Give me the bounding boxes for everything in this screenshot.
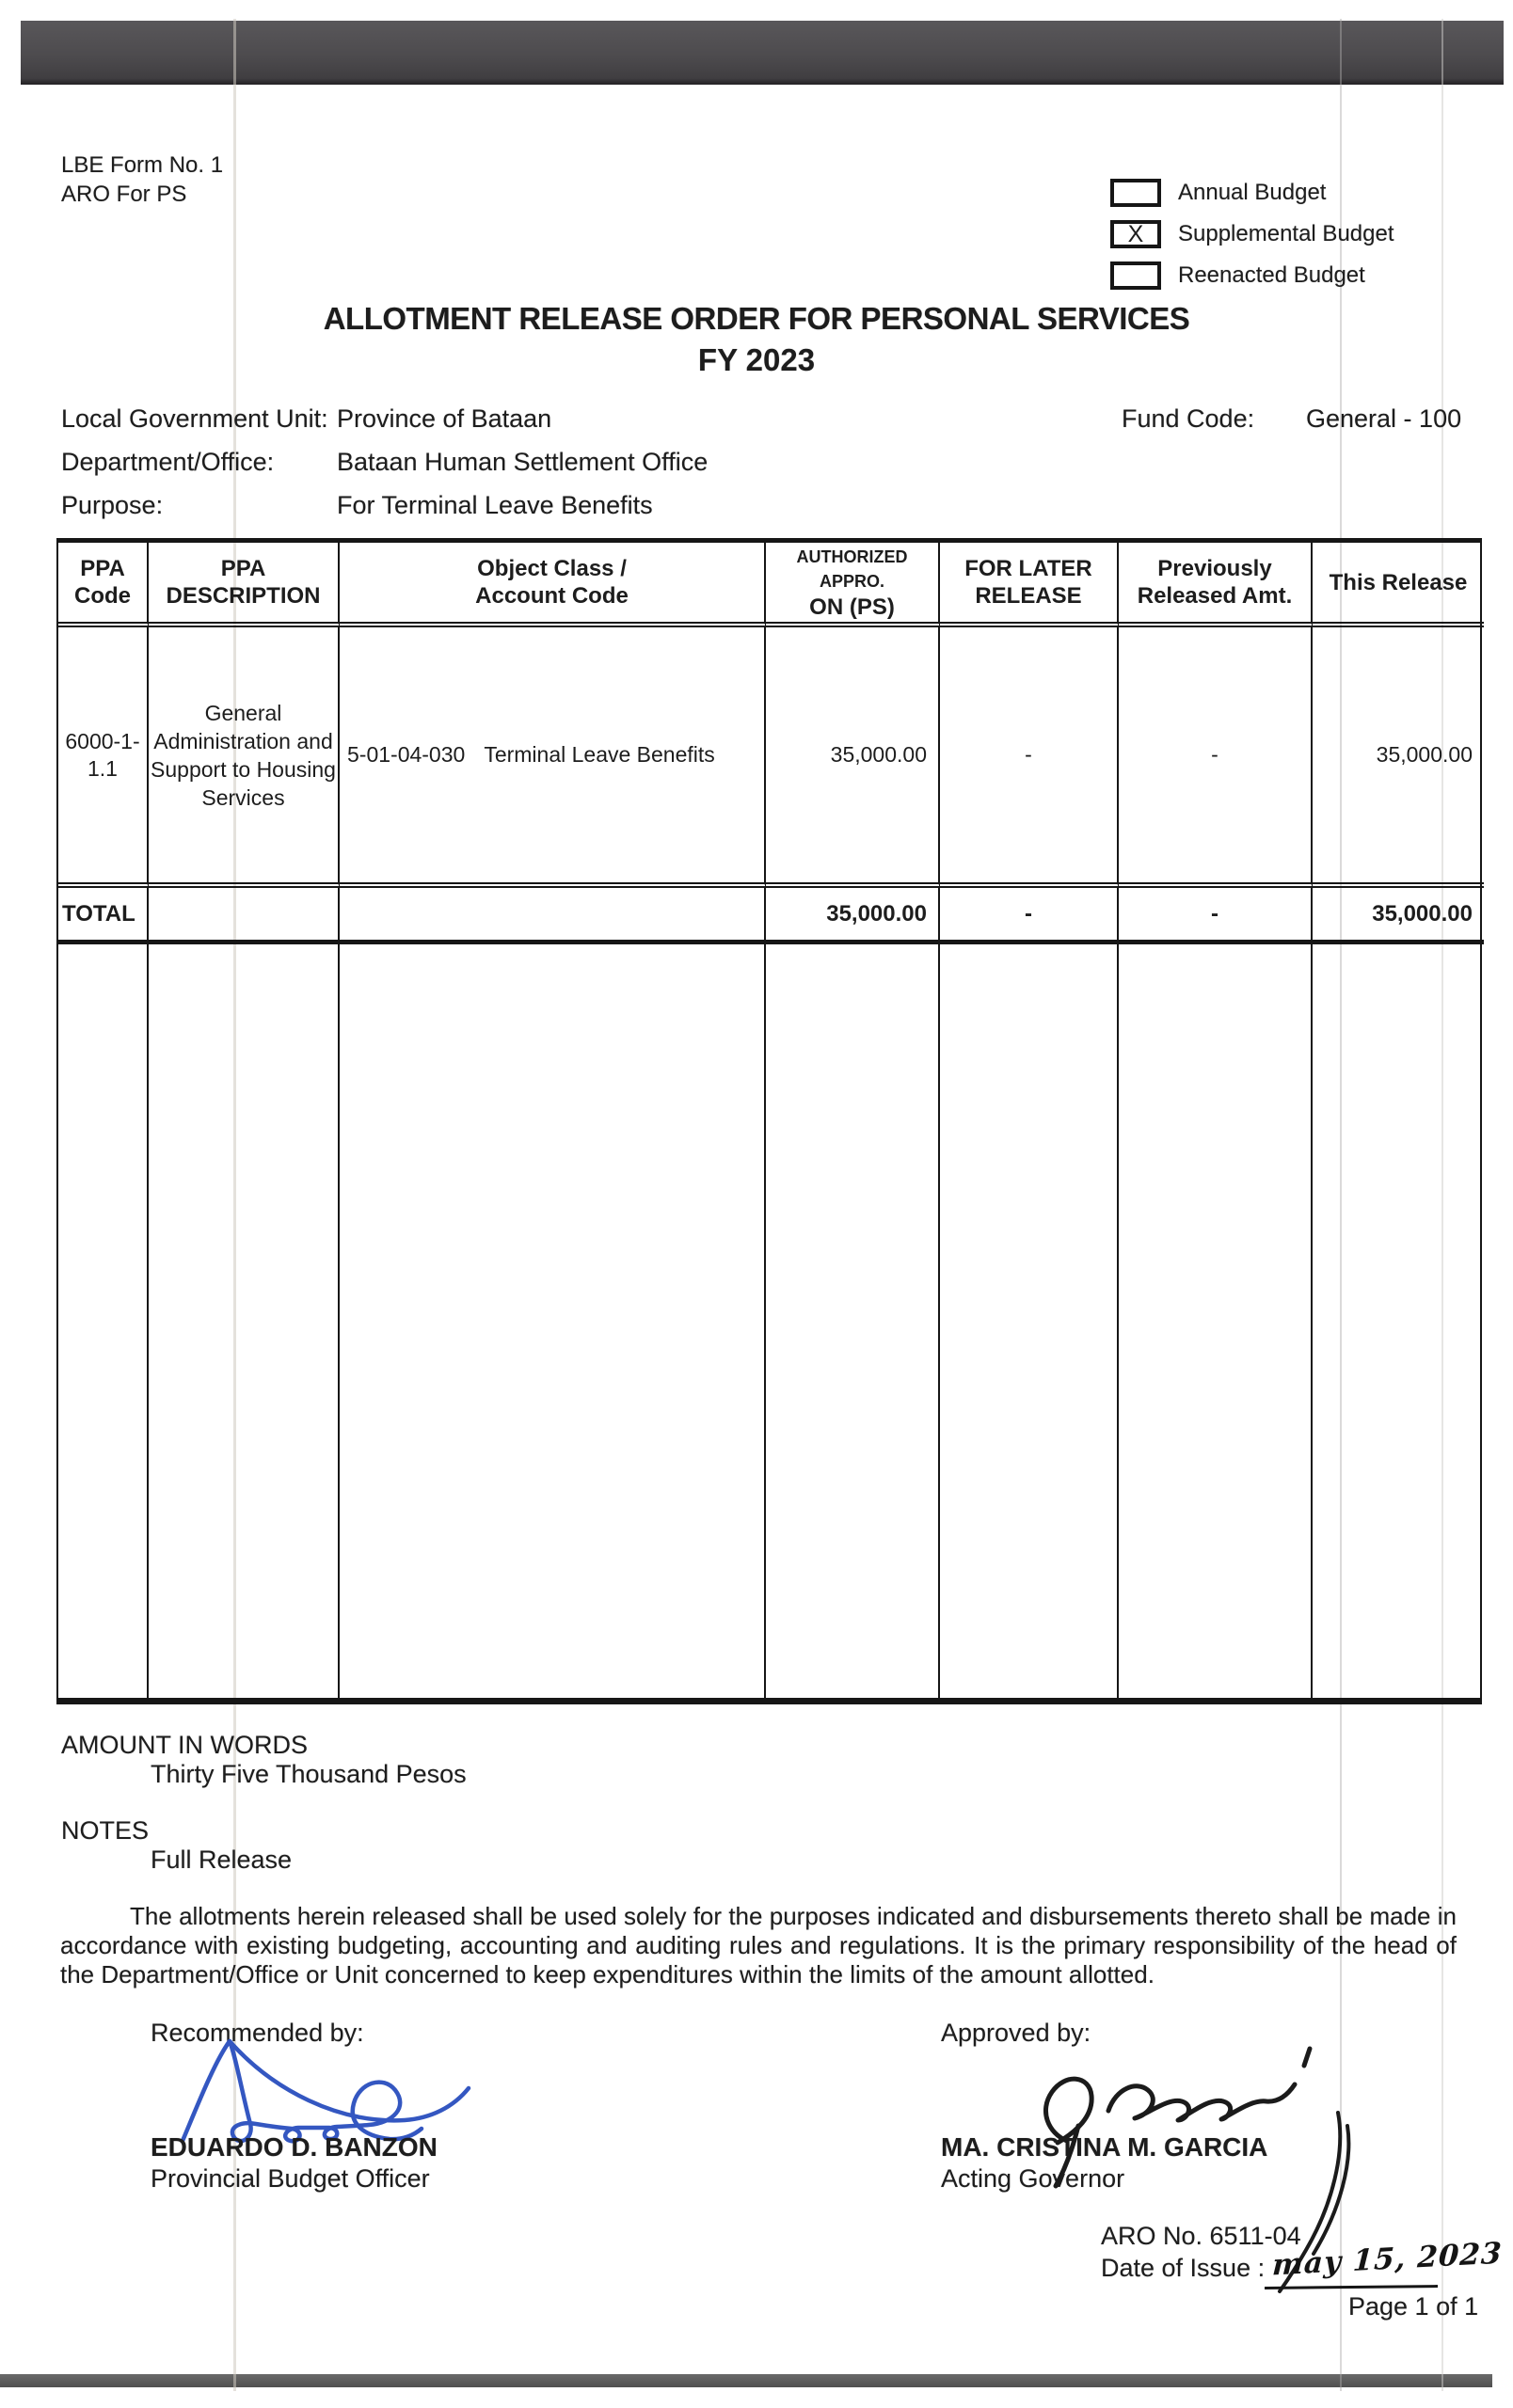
checkbox-row-reenacted <box>1110 261 1365 291</box>
purpose-label: Purpose: <box>61 491 164 519</box>
checkbox-x-mark: X <box>1127 220 1144 247</box>
lgu-label: Local Government Unit: <box>61 404 328 433</box>
checkbox-supplemental-budget <box>1110 220 1161 248</box>
department-label: Department/Office: <box>61 448 275 476</box>
amount-in-words-value: Thirty Five Thousand Pesos <box>151 1760 467 1788</box>
checkbox-annual-budget <box>1110 179 1161 207</box>
total-this-release: 35,000.00 <box>1313 888 1484 944</box>
department-value: Bataan Human Settlement Office <box>337 448 709 476</box>
scan-top-edge <box>21 21 1504 85</box>
total-label: TOTAL <box>58 888 149 944</box>
date-of-issue-handwritten: may 15, 2023 <box>1271 2236 1504 2283</box>
approved-by-label: Approved by: <box>941 2019 1091 2047</box>
col-header-previously-released: Previously Released Amt. <box>1119 543 1313 627</box>
approver-title: Acting Governor <box>941 2164 1125 2193</box>
purpose-value: For Terminal Leave Benefits <box>337 491 653 519</box>
approver-name: MA. CRISTINA M. GARCIA <box>941 2132 1268 2162</box>
amount-in-words-label: AMOUNT IN WORDS <box>61 1731 308 1759</box>
cell-for-later-release: - <box>940 627 1119 888</box>
cell-ppa-description: General Administration and Support to Housing Services <box>149 627 340 888</box>
object-class-name: Terminal Leave Benefits <box>484 742 715 767</box>
lgu-value: Province of Bataan <box>337 404 552 433</box>
notes-value: Full Release <box>151 1846 293 1874</box>
checkbox-row-supplemental <box>1110 219 1394 249</box>
total-authorized-appro: 35,000.00 <box>766 888 940 944</box>
fiscal-year: FY 2023 <box>697 342 816 377</box>
banzon-signature <box>169 2030 480 2147</box>
form-type: ARO For PS <box>61 182 187 207</box>
col-header-this-release: This Release <box>1313 543 1484 627</box>
cell-object-class <box>340 627 766 888</box>
checkbox-row-annual <box>1110 178 1326 208</box>
notes-label: NOTES <box>61 1816 150 1845</box>
document-title: ALLOTMENT RELEASE ORDER FOR PERSONAL SERVICES <box>323 301 1190 336</box>
col-header-for-later-release: FOR LATER RELEASE <box>940 543 1119 627</box>
scan-bottom-edge <box>0 2374 1492 2387</box>
fund-code-value: General - 100 <box>1306 404 1462 433</box>
col-header-object-class: Object Class / Account Code <box>340 543 766 627</box>
page-indicator: Page 1 of 1 <box>1348 2292 1479 2321</box>
total-empty-description <box>149 888 340 944</box>
recommended-by-label: Recommended by: <box>151 2019 364 2047</box>
col-header-ppa-code: PPA Code <box>58 543 149 627</box>
form-number: LBE Form No. 1 <box>61 152 224 178</box>
checkbox-supplemental-label: Supplemental Budget <box>1178 221 1394 246</box>
total-empty-object-class <box>340 888 766 944</box>
account-code: 5-01-04-030 <box>347 742 466 767</box>
cell-this-release: 35,000.00 <box>1313 627 1484 888</box>
cell-ppa-code: 6000-1-1.1 <box>58 627 149 888</box>
date-of-issue-label: Date of Issue : <box>1101 2254 1266 2282</box>
cell-authorized-appro: 35,000.00 <box>766 627 940 888</box>
form-id-block <box>61 150 223 209</box>
cell-previously-released: - <box>1119 627 1313 888</box>
col-header-ppa-description: PPA DESCRIPTION <box>149 543 340 627</box>
disclaimer-paragraph: The allotments herein released shall be used solely for the purposes indicated and disbursements thereto shall be made in accordance with existing budgeting, accounting and auditing rules and regulations. It is the primary responsibility of the head of the Department/Office or Unit concerned to keep expenditures within the limits of the amount allotted. <box>60 1902 1457 1988</box>
recommender-title: Provincial Budget Officer <box>151 2164 430 2193</box>
total-previously-released: - <box>1119 888 1313 944</box>
checkbox-reenacted-label: Reenacted Budget <box>1178 262 1365 288</box>
col-header-authorized-appro: AUTHORIZED APPRO. ON (PS) <box>766 543 940 627</box>
allotment-table <box>56 538 1482 1704</box>
checkbox-annual-label: Annual Budget <box>1178 180 1327 205</box>
checkbox-reenacted-budget <box>1110 261 1161 290</box>
recommender-name: EDUARDO D. BANZON <box>151 2132 438 2162</box>
fund-code-label: Fund Code: <box>1122 404 1255 433</box>
aro-number: ARO No. 6511-04 <box>1101 2222 1301 2250</box>
total-for-later-release: - <box>940 888 1119 944</box>
